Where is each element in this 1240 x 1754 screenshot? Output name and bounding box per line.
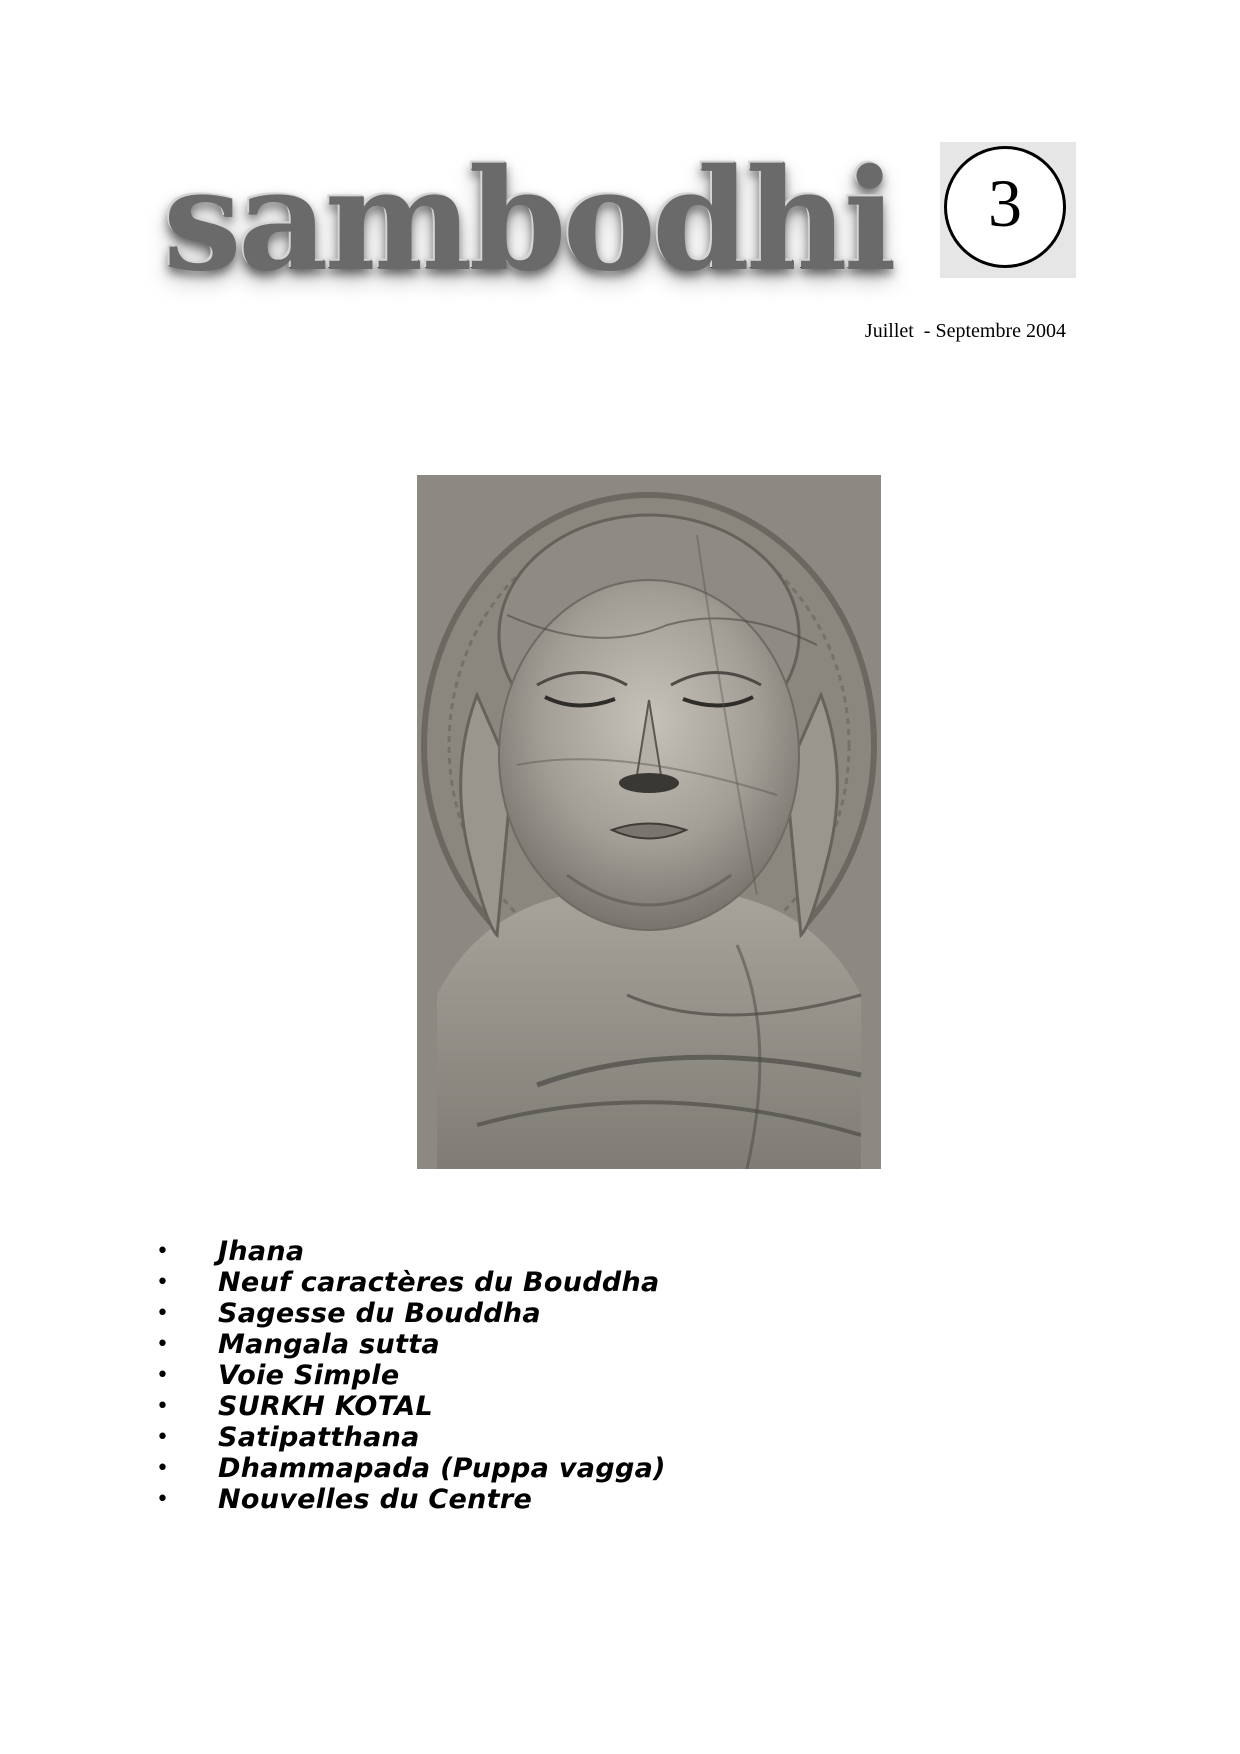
bullet-icon: • (156, 1456, 169, 1481)
contents-item-label: Nouvelles du Centre (218, 1484, 533, 1515)
contents-item-label: Mangala sutta (218, 1329, 440, 1360)
contents-item (152, 1453, 666, 1484)
contents-item-label: Voie Simple (218, 1360, 400, 1391)
bullet-icon: • (156, 1363, 169, 1388)
contents-item-label: Neuf caractères du Bouddha (218, 1267, 660, 1298)
table-of-contents (152, 1236, 666, 1515)
bullet-icon: • (156, 1394, 169, 1419)
bullet-icon: • (156, 1301, 169, 1326)
contents-item (152, 1236, 666, 1267)
contents-item-label: Sagesse du Bouddha (218, 1298, 541, 1329)
contents-item (152, 1484, 666, 1515)
masthead (162, 138, 892, 302)
bullet-icon: • (156, 1425, 169, 1450)
contents-item-label: Jhana (218, 1236, 305, 1267)
contents-item-label: Dhammapada (Puppa vagga) (218, 1453, 666, 1484)
contents-item (152, 1298, 666, 1329)
contents-item (152, 1329, 666, 1360)
issue-number-badge (940, 142, 1076, 278)
contents-item (152, 1267, 666, 1298)
publication-title: sambodhi (162, 138, 892, 302)
contents-item (152, 1360, 666, 1391)
issue-number-circle (944, 146, 1066, 268)
bullet-icon: • (156, 1487, 169, 1512)
contents-item (152, 1391, 666, 1422)
cover-photo (417, 475, 881, 1169)
contents-item-label: SURKH KOTAL (218, 1391, 433, 1422)
bullet-icon: • (156, 1270, 169, 1295)
bullet-icon: • (156, 1239, 169, 1264)
buddha-statue-icon (417, 475, 881, 1169)
contents-item-label: Satipatthana (218, 1422, 420, 1453)
issue-date: Juillet - Septembre 2004 (864, 320, 1066, 342)
contents-item (152, 1422, 666, 1453)
issue-number: 3 (988, 165, 1022, 241)
bullet-icon: • (156, 1332, 169, 1357)
